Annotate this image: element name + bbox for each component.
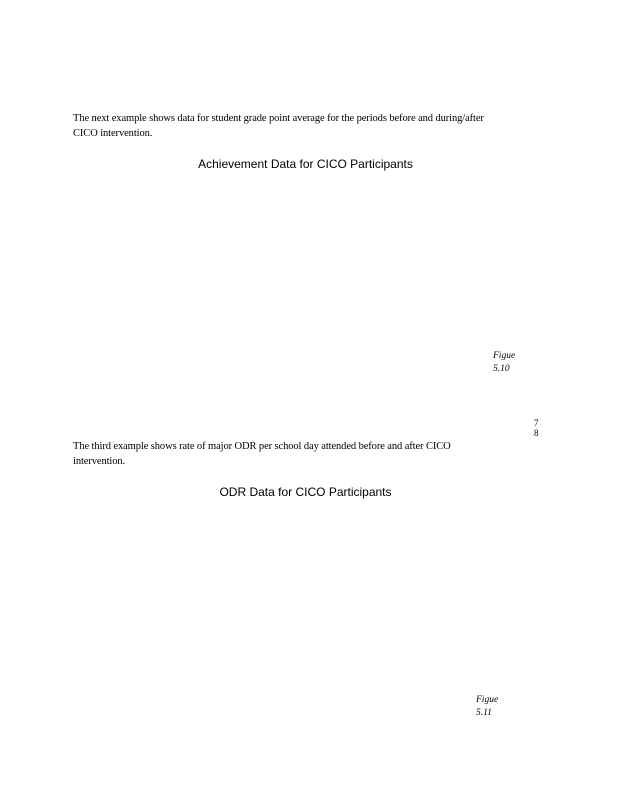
page-number-digit: 7	[534, 418, 539, 428]
figure-caption-label: Figue	[476, 695, 499, 705]
figure-caption-5-10	[493, 350, 515, 375]
page-number-digit: 8	[534, 428, 539, 438]
page-number	[534, 418, 539, 438]
odr-chart-area	[73, 506, 538, 686]
paragraph-achievement-intro	[73, 111, 533, 141]
figure-caption-5-11	[476, 694, 498, 719]
figure-caption-number: 5.11	[476, 707, 492, 718]
paragraph-line: intervention.	[73, 456, 126, 467]
paragraph-line: The next example shows data for student grade point average for the periods before and during/after	[73, 113, 484, 124]
paragraph-line: The third example shows rate of major ODR per school day attended before and after CICO	[73, 441, 451, 452]
achievement-chart-area	[73, 178, 538, 343]
odr-chart-title: ODR Data for CICO Participants	[219, 485, 392, 499]
achievement-chart-title: Achievement Data for CICO Participants	[198, 157, 413, 171]
paragraph-line: CICO intervention.	[73, 128, 153, 139]
paragraph-odr-intro	[73, 439, 533, 469]
figure-caption-label: Figue	[493, 351, 516, 361]
figure-caption-number: 5.10	[493, 363, 510, 374]
